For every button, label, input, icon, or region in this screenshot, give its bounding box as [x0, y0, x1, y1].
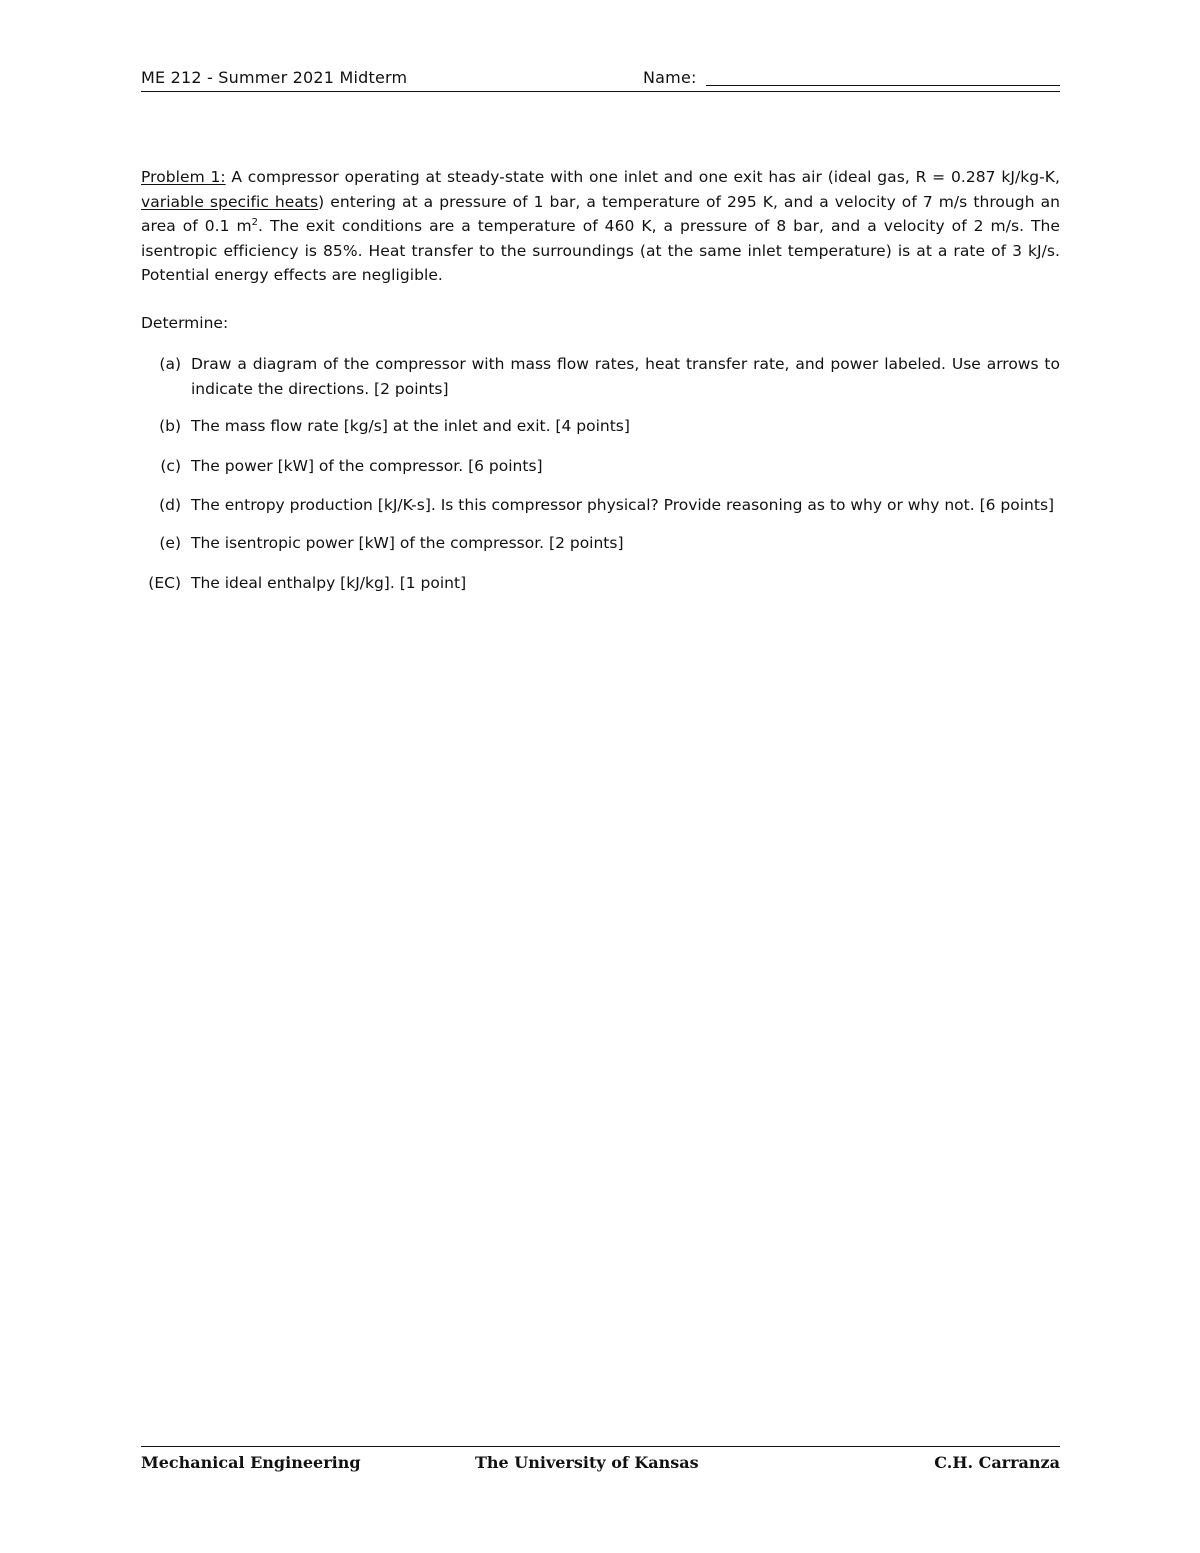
footer-university: The University of Kansas	[475, 1453, 699, 1472]
question-item-c	[141, 454, 1060, 479]
header-rule	[141, 91, 1060, 92]
question-text: The mass flow rate [kg/s] at the inlet and exit. [4 points]	[191, 417, 630, 436]
problem-text-part-2: ) entering at a pressure of 1 bar, a temperature of 295 K, and a velocity of 7 m/s through an area of 0.1 m	[141, 192, 1060, 236]
footer-department: Mechanical Engineering	[141, 1453, 361, 1472]
page-footer	[141, 1453, 1060, 1479]
question-marker: (a)	[159, 355, 181, 373]
question-marker: (EC)	[148, 573, 181, 592]
question-text: The isentropic power [kW] of the compressor. [2 points]	[191, 533, 624, 552]
problem-text-part-1: A compressor operating at steady-state with one inlet and one exit has air (ideal gas, R = 0.287 kJ/kg-K,	[225, 168, 1060, 186]
question-text: The power [kW] of the compressor. [6 points]	[191, 456, 543, 475]
determine-label: Determine:	[141, 314, 229, 332]
question-list	[141, 352, 1060, 595]
problem-text-part-3: . The exit conditions are a temperature of 460 K, a pressure of 8 bar, and a velocity of 2 m/s. The isentropic efficiency is 85%. Heat transfer to the surroundings (at the same inlet temperature) is at a rate of 3 kJ/s. Potential energy effects are negligible.	[141, 217, 1060, 285]
footer-rule	[141, 1446, 1060, 1447]
area-superscript: 2	[251, 217, 259, 229]
question-marker: (b)	[159, 417, 181, 436]
problem-statement	[141, 165, 1060, 288]
name-blank-line	[706, 85, 1060, 86]
footer-author: C.H. Carranza	[934, 1453, 1060, 1472]
question-text: The ideal enthalpy [kJ/kg]. [1 point]	[191, 573, 467, 592]
course-title: ME 212 - Summer 2021 Midterm	[141, 68, 408, 87]
question-marker: (d)	[159, 496, 181, 515]
question-text: The entropy production [kJ/K-s]. Is this compressor physical? Provide reasoning as to why or why not. [6 points]	[191, 496, 1055, 515]
problem-underlined-phrase: variable specific heats	[141, 192, 319, 211]
page-header	[141, 66, 1060, 92]
question-item-b	[141, 414, 1060, 439]
question-item-e	[141, 531, 1060, 556]
question-marker: (c)	[160, 456, 181, 475]
problem-label: Problem 1:	[141, 168, 226, 186]
name-label: Name:	[643, 68, 697, 87]
question-marker: (e)	[159, 533, 181, 552]
question-item-a	[141, 352, 1060, 401]
question-item-extra-credit	[141, 571, 1060, 596]
question-item-d	[141, 493, 1060, 518]
question-text: Draw a diagram of the compressor with mass flow rates, heat transfer rate, and power labeled. Use arrows to indicate the directions. [2 points]	[191, 355, 1060, 398]
